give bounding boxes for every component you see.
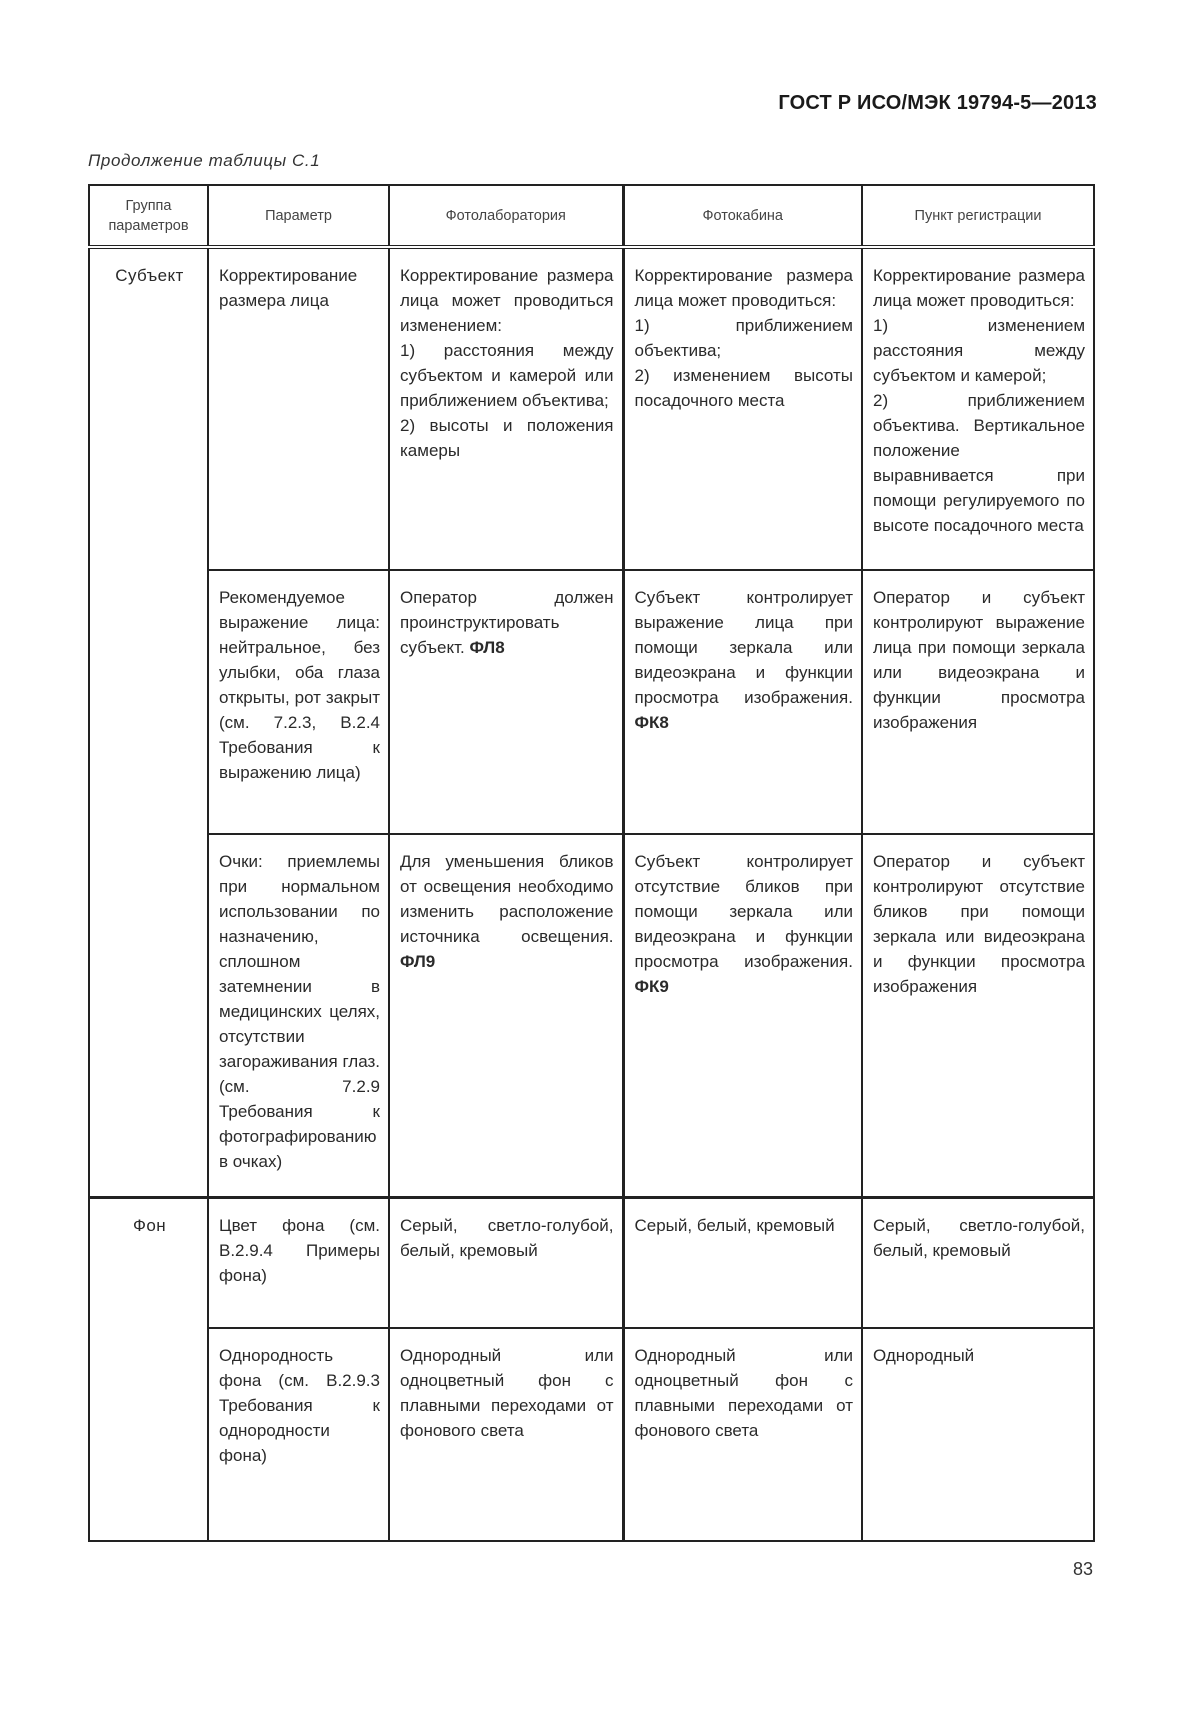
document-code: ГОСТ Р ИСО/МЭК 19794-5—2013 xyxy=(778,92,1097,114)
parameter-cell: Цвет фона (см. В.2.9.4 Примеры фона) xyxy=(208,1198,389,1328)
parameter-cell: Рекомендуемое выражение лица: нейтральное, без улыбки, оба глаза открыты, рот закрыт (см. 7.2.3, В.2.4 Требования к выражению лица) xyxy=(208,570,389,834)
registration-cell: Однородный xyxy=(862,1328,1094,1541)
photobooth-text: Корректирование размера лица может проводиться: 1) приближением объектива; 2) изменением высоты посадочного места xyxy=(634,266,853,410)
column-header-registration: Пункт регистрации xyxy=(862,185,1094,247)
photolab-cell xyxy=(389,570,623,834)
parameters-table xyxy=(88,184,1095,1542)
photolab-text: Корректирование размера лица может проводиться изменением: 1) расстояния между субъектом и камерой или приближением объектива; 2) высоты и положения камеры xyxy=(400,266,614,460)
registration-cell: Корректирование размера лица может проводиться: 1) изменением расстояния между субъектом и камерой; 2) приближением объектива. Вертикальное положение выравнивается при помощи регулируемого по высоте посадочного места xyxy=(862,247,1094,570)
photolab-text: Оператор должен проинструктировать субъект. xyxy=(400,587,614,657)
column-header-photobooth: Фотокабина xyxy=(623,185,862,247)
column-header-photolab: Фотолаборатория xyxy=(389,185,623,247)
photolab-code: ФЛ8 xyxy=(469,637,505,657)
registration-cell: Оператор и субъект контролируют отсутствие бликов при помощи зеркала или видеоэкрана и функции просмотра изображения xyxy=(862,834,1094,1198)
registration-cell: Оператор и субъект контролируют выражение лица при помощи зеркала или видеоэкрана и функции просмотра изображения xyxy=(862,570,1094,834)
table-row xyxy=(89,247,1094,570)
photolab-text: Для уменьшения бликов от освещения необходимо изменить расположение источника освещения. xyxy=(400,851,614,946)
photobooth-code: ФК9 xyxy=(634,976,669,996)
photolab-text: Однородный или одноцветный фон с плавными переходами от фонового света xyxy=(400,1345,614,1440)
table-row xyxy=(89,834,1094,1198)
photobooth-cell xyxy=(623,570,862,834)
photobooth-cell xyxy=(623,834,862,1198)
photolab-cell xyxy=(389,247,623,570)
parameter-cell: Корректирование размера лица xyxy=(208,247,389,570)
photobooth-text: Однородный или одноцветный фон с плавными переходами от фонового света xyxy=(634,1345,853,1440)
photobooth-text: Субъект контролирует отсутствие бликов при помощи зеркала или видеоэкрана и функции просмотра изображения. xyxy=(634,851,853,971)
photolab-cell xyxy=(389,1198,623,1328)
group-cell-background: Фон xyxy=(89,1198,208,1541)
photobooth-code: ФК8 xyxy=(634,712,669,732)
photobooth-cell xyxy=(623,1328,862,1541)
page-number: 83 xyxy=(1072,1559,1093,1579)
column-header-parameter: Параметр xyxy=(208,185,389,247)
registration-cell: Серый, светло-голубой, белый, кремовый xyxy=(862,1198,1094,1328)
photobooth-text: Серый, белый, кремовый xyxy=(634,1216,835,1236)
column-header-group: Группа параметров xyxy=(89,185,208,247)
table-row xyxy=(89,1328,1094,1541)
table-header-row xyxy=(89,185,1094,247)
photobooth-cell xyxy=(623,1198,862,1328)
parameter-cell: Однородность фона (см. В.2.9.3 Требования к однородности фона) xyxy=(208,1328,389,1541)
table-continuation-caption: Продолжение таблицы С.1 xyxy=(88,151,321,170)
table-row xyxy=(89,1198,1094,1328)
table-row xyxy=(89,570,1094,834)
parameter-cell: Очки: приемлемы при нормальном использовании по назначению, сплошном затемнении в медицинских целях, отсутствии загораживания глаз. (см. 7.2.9 Требования к фотографированию в очках) xyxy=(208,834,389,1198)
photolab-text: Серый, светло-голубой, белый, кремовый xyxy=(400,1216,614,1261)
photobooth-text: Субъект контролирует выражение лица при помощи зеркала или видеоэкрана и функции просмотра изображения. xyxy=(634,587,853,707)
group-cell-subject: Субъект xyxy=(89,247,208,1198)
photolab-cell xyxy=(389,834,623,1198)
photolab-code: ФЛ9 xyxy=(400,951,436,971)
photolab-cell xyxy=(389,1328,623,1541)
photobooth-cell xyxy=(623,247,862,570)
